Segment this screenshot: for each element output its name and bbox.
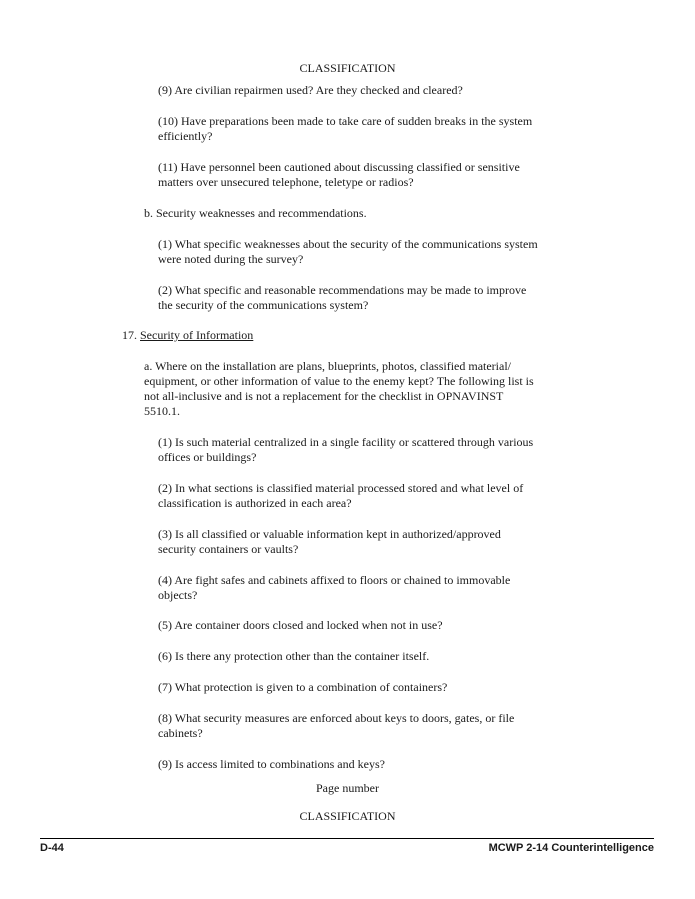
comm-question-9: (9) Are civilian repairmen used? Are they checked and cleared? — [158, 83, 463, 97]
section-17-heading — [122, 327, 253, 343]
footer-page-id: D-44 — [40, 842, 64, 854]
header-classification: CLASSIFICATION — [299, 61, 396, 75]
section-b-heading: b. Security weaknesses and recommendations. — [144, 206, 367, 220]
footer-rule — [40, 838, 654, 839]
section-17-title: Security of Information — [140, 328, 254, 342]
footer-classification: CLASSIFICATION — [299, 809, 396, 823]
section-17-question-6: (6) Is there any protection other than the container itself. — [158, 649, 430, 663]
footer-publication: MCWP 2-14 Counterintelligence — [488, 842, 654, 854]
section-17-number: 17. — [122, 328, 137, 342]
page-number-label: Page number — [316, 781, 379, 795]
section-17-question-9: (9) Is access limited to combinations and keys? — [158, 757, 385, 771]
section-17-question-7: (7) What protection is given to a combination of containers? — [158, 680, 448, 694]
section-17-question-5: (5) Are container doors closed and locked when not in use? — [158, 618, 443, 632]
